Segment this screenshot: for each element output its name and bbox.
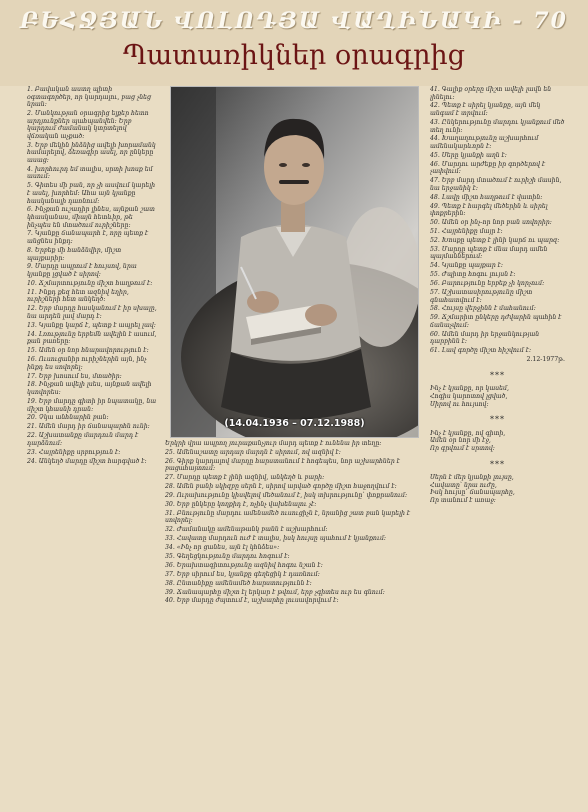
- poem-line: Սիրով ու հույսով:: [430, 400, 489, 408]
- diary-entry: 49. Պետք է հարգել մեծերին և սիրել փոքրերին:: [430, 202, 548, 218]
- diary-entry: 12. Երբ մարդը հասկանում է իր սխալը, նա արդեն լավ մարդ է:: [27, 305, 157, 320]
- diary-entry: 43. Ընկերությունը մարդու կյանքում մեծ տեղ ունի:: [430, 118, 565, 134]
- diary-entry: 5. Գիտես մի բան, որ չի ասվում կարելի է ասել, խորհեմ: Ահա այն կյանքը հասկանալի դառնում:: [27, 182, 156, 205]
- diary-entry: 13. Կյանքը կարճ է, պետք է ապրել լավ:: [27, 321, 156, 329]
- section-separator: ***: [490, 370, 505, 380]
- poem-line: Իսկ հույսը՝ ճանապարհը,: [430, 489, 515, 497]
- diary-entry: 18. Ինչքան ավելի լսես, այնքան ավելի կսովորես:: [27, 381, 152, 397]
- diary-entry: 55. Ժպիտը հոգու լույսն է:: [430, 271, 516, 279]
- diary-entry: 11. Ինքդ քեզ հետ ազնիվ եղիր, ուրիշների հետ անկեղծ:: [27, 288, 129, 304]
- diary-entry: 27. Մարդը պետք է լինի ազնիվ, անկեղծ և բարի:: [165, 474, 325, 482]
- diary-entry: 59. Ճշմարիտ ընկերը դժվարին պահին է ճանաչվում:: [430, 314, 562, 329]
- diary-entry: 50. Ամեն օր ինչ-որ նոր բան սովորիր:: [430, 219, 552, 227]
- diary-entry: 46. Մարդու արժեքը իր գործերով է չափվում:: [430, 160, 546, 176]
- diary-entry: 3. Երբ մեկին ինձնից ավելի խորամանկ համարելով, ձեռագիր ասել, որ ընկերը ասաց:: [27, 141, 156, 164]
- diary-entry: 20. Չկա անհնարին բան:: [27, 414, 109, 422]
- portrait-photo: [170, 86, 419, 438]
- diary-entry: 38. Ընտանիքը ամենամեծ հարստությունն է:: [165, 579, 312, 587]
- poem-block: [430, 385, 565, 408]
- diary-entry: 1. Բավական աստղ պիտի օգտագործեր, որ կարդալու, բաց չնեց նրան:: [27, 86, 151, 109]
- diary-entry: 15. Ամեն օր նոր հնարավորություն է:: [27, 347, 149, 355]
- diary-entry: 37. Երբ սիրում ես, կյանքը գեղեցիկ է դառնում:: [165, 570, 320, 578]
- poem-line: Որ տանում է առաջ:: [430, 496, 496, 504]
- diary-date: 2.12-1977թ.: [526, 356, 565, 364]
- diary-entry: 34. «Ինչ որ ցանես, այն էլ կհնձես»:: [165, 544, 280, 552]
- diary-entry: 31. Բնությունը մարդու ամենամեծ ուսուցիչն է, նրանից շատ բան կարելի է սովորել:: [165, 509, 411, 525]
- diary-entry: 44. Խաղաղությունը աշխարհում ամենակարևորն է:: [430, 135, 539, 151]
- diary-entry: 21. Ամեն մարդ իր ճանապարհն ունի:: [27, 423, 150, 431]
- diary-entry: 39. Ճանապարհը միշտ էլ երկար է թվում, երբ չգիտես ուր ես գնում:: [165, 588, 385, 596]
- poem-block: [430, 430, 565, 453]
- diary-entry: 61. Լավ գործը միշտ հիշվում է:: [430, 347, 532, 355]
- diary-entry: 24. Անկեղծ մարդը միշտ հարգված է:: [27, 457, 147, 465]
- poem-line: Ինչ է կյանքը, ով գիտի,: [430, 429, 506, 437]
- diary-entry: 40. Երբ մարդը ժպտում է, աշխարհը լուսավորվում է:: [165, 597, 339, 605]
- diary-entry: 41. Գալիք օրերը միշտ ավելի լավն են լինելու:: [430, 86, 552, 101]
- poem-line: Սերն է մեր կյանքի լույսը,: [430, 474, 514, 482]
- diary-entry: 33. Հավատը մարդուն ուժ է տալիս, իսկ հույսը պահում է կյանքում:: [165, 535, 387, 543]
- section-separator: ***: [490, 415, 505, 425]
- diary-entry: 19. Երբ մարդը գիտի իր նպատակը, նա միշտ կհասնի դրան:: [27, 397, 157, 413]
- diary-entry: 16. Ուսուցանիր ուրիշներին այն, ինչ ինքդ ես սովորել:: [27, 356, 147, 371]
- diary-entry: 57. Աշխատասիրությունը միշտ գնահատվում է:: [430, 289, 533, 304]
- diary-entry: 23. Հայրենիքը սրբություն է:: [27, 448, 121, 456]
- poem-line: Հոգիս կարոտով լցված,: [430, 393, 508, 401]
- poem-line: Ամեն օր նոր մի էջ,: [430, 437, 491, 445]
- diary-entry: 51. Հայրենիքը մայր է:: [430, 228, 503, 236]
- header: [0, 0, 588, 86]
- diary-entry: 14. Լռությունը երբեմն ավելին է ասում, քան բառերը:: [27, 330, 157, 346]
- diary-entry: 45. Սերը կյանքի աղն է:: [430, 151, 507, 159]
- text-column-left: [27, 86, 158, 812]
- page-supertitle: ԲԵՀՋՅԱՆ ՎՈԼՈԴՅԱ ՎԱՂԻՆԱԿԻ - 70: [20, 8, 568, 34]
- diary-entry: 25. Ամենաշատը արդար մարդն է սիրում, ով ազնիվ է:: [165, 448, 341, 456]
- diary-entry: 8. Երբեք մի հանձնվիր, միշտ պայքարիր:: [27, 246, 122, 262]
- diary-entry: 28. Ամեն բանի սկիզբը սերն է, սիրով արված գործը միշտ հաջողվում է:: [165, 483, 397, 491]
- diary-entry: 29. Ուրախությունը կիսվելով մեծանում է, իսկ տխրությունը՝ փոքրանում:: [165, 492, 408, 500]
- diary-entry: 47. Երբ մարդ մտածում է ուրիշի մասին, նա երջանիկ է:: [430, 177, 562, 192]
- diary-entry: 42. Պետք է սիրել կյանքը, այն մեկ անգամ է տրվում:: [430, 102, 541, 118]
- life-dates: (14.04.1936 – 07.12.1988): [224, 418, 365, 429]
- page-title: Պատառիկներ օրագրից: [123, 40, 465, 71]
- poem-line: Ինչ է կյանքը, որ կասեմ,: [430, 385, 510, 393]
- diary-entry: 60. Ամեն մարդ իր երջանկության դարբինն է:: [430, 330, 540, 346]
- diary-entry: 30. Երբ ընկերը կողքիդ է, ոչինչ վախենալու չէ:: [165, 500, 317, 508]
- diary-entry: 53. Մարդը պետք է մնա մարդ ամեն պայմաններում:: [430, 245, 548, 261]
- poem-line: Հավատը՝ նրա ուժը,: [430, 481, 497, 489]
- diary-entry: 56. Բարությունը երբեք չի կորչում:: [430, 280, 545, 288]
- diary-entry: 48. Լավը միշտ հաղթում է վատին:: [430, 193, 543, 201]
- text-column-right: [430, 86, 565, 812]
- poem-line: Որ գրվում է սրտով:: [430, 444, 495, 452]
- poem-block: [430, 474, 565, 504]
- diary-entry: 17. Երբ խոսում ես, մտածիր:: [27, 372, 122, 380]
- diary-entry: 36. Երախտագիտությունը ազնիվ հոգու նշան է:: [165, 561, 323, 569]
- diary-entry: 54. Կյանքը պայքար է:: [430, 262, 503, 270]
- text-column-middle: [165, 440, 423, 812]
- portrait-image: [171, 87, 418, 437]
- section-separator: ***: [490, 459, 505, 469]
- diary-entry: 52. Խոսքը պետք է լինի կարճ ու պարզ:: [430, 236, 560, 244]
- diary-entry: 10. Ճշմարտությունը միշտ հաղթում է:: [27, 279, 153, 287]
- diary-entry: 6. Ինչքան ուշադիր լինես, այնքան շատ կհասկանաս, միայն հետևիր, թե ինչպես են մտածում ուրիշները:: [27, 206, 155, 229]
- diary-entry: 58. Հույսը վերջինն է մահանում:: [430, 305, 536, 313]
- diary-entry: Երկրի վրա ապրող յուրաքանչյուր մարդ պետք է ունենա իր տեղը:: [165, 440, 382, 447]
- diary-entry: 22. Աշխատանքը մարդուն մարդ է դարձնում:: [27, 432, 139, 447]
- diary-entry: 35. Գեղեցկությունը մարդու հոգում է:: [165, 552, 290, 560]
- diary-entry: 32. Ժամանակը ամենաթանկ բանն է աշխարհում:: [165, 526, 328, 534]
- diary-entry: 9. Մարդը ապրում է հույսով, նրա կյանքը լցված է սիրով:: [27, 263, 137, 279]
- diary-entry: 7. Կյանքը ճանապարհ է, որը պետք է անցնես ինքդ:: [27, 230, 149, 246]
- diary-entry: 2. Մանկության օրագրից ելքեր հետո արդյունքներ պահպանվեն: Երբ կարդում ժամանակ կտրտելով վճռական աչքած:: [27, 110, 149, 140]
- diary-entry: 4. խորհուրդ եմ տալիս, սրտի խոսք եմ ասում:: [27, 165, 153, 181]
- diary-entry: 26. Գիրք կարդալով մարդը հարստանում է հոգեպես, նոր աշխարհներ է բացահայտում:: [165, 457, 400, 473]
